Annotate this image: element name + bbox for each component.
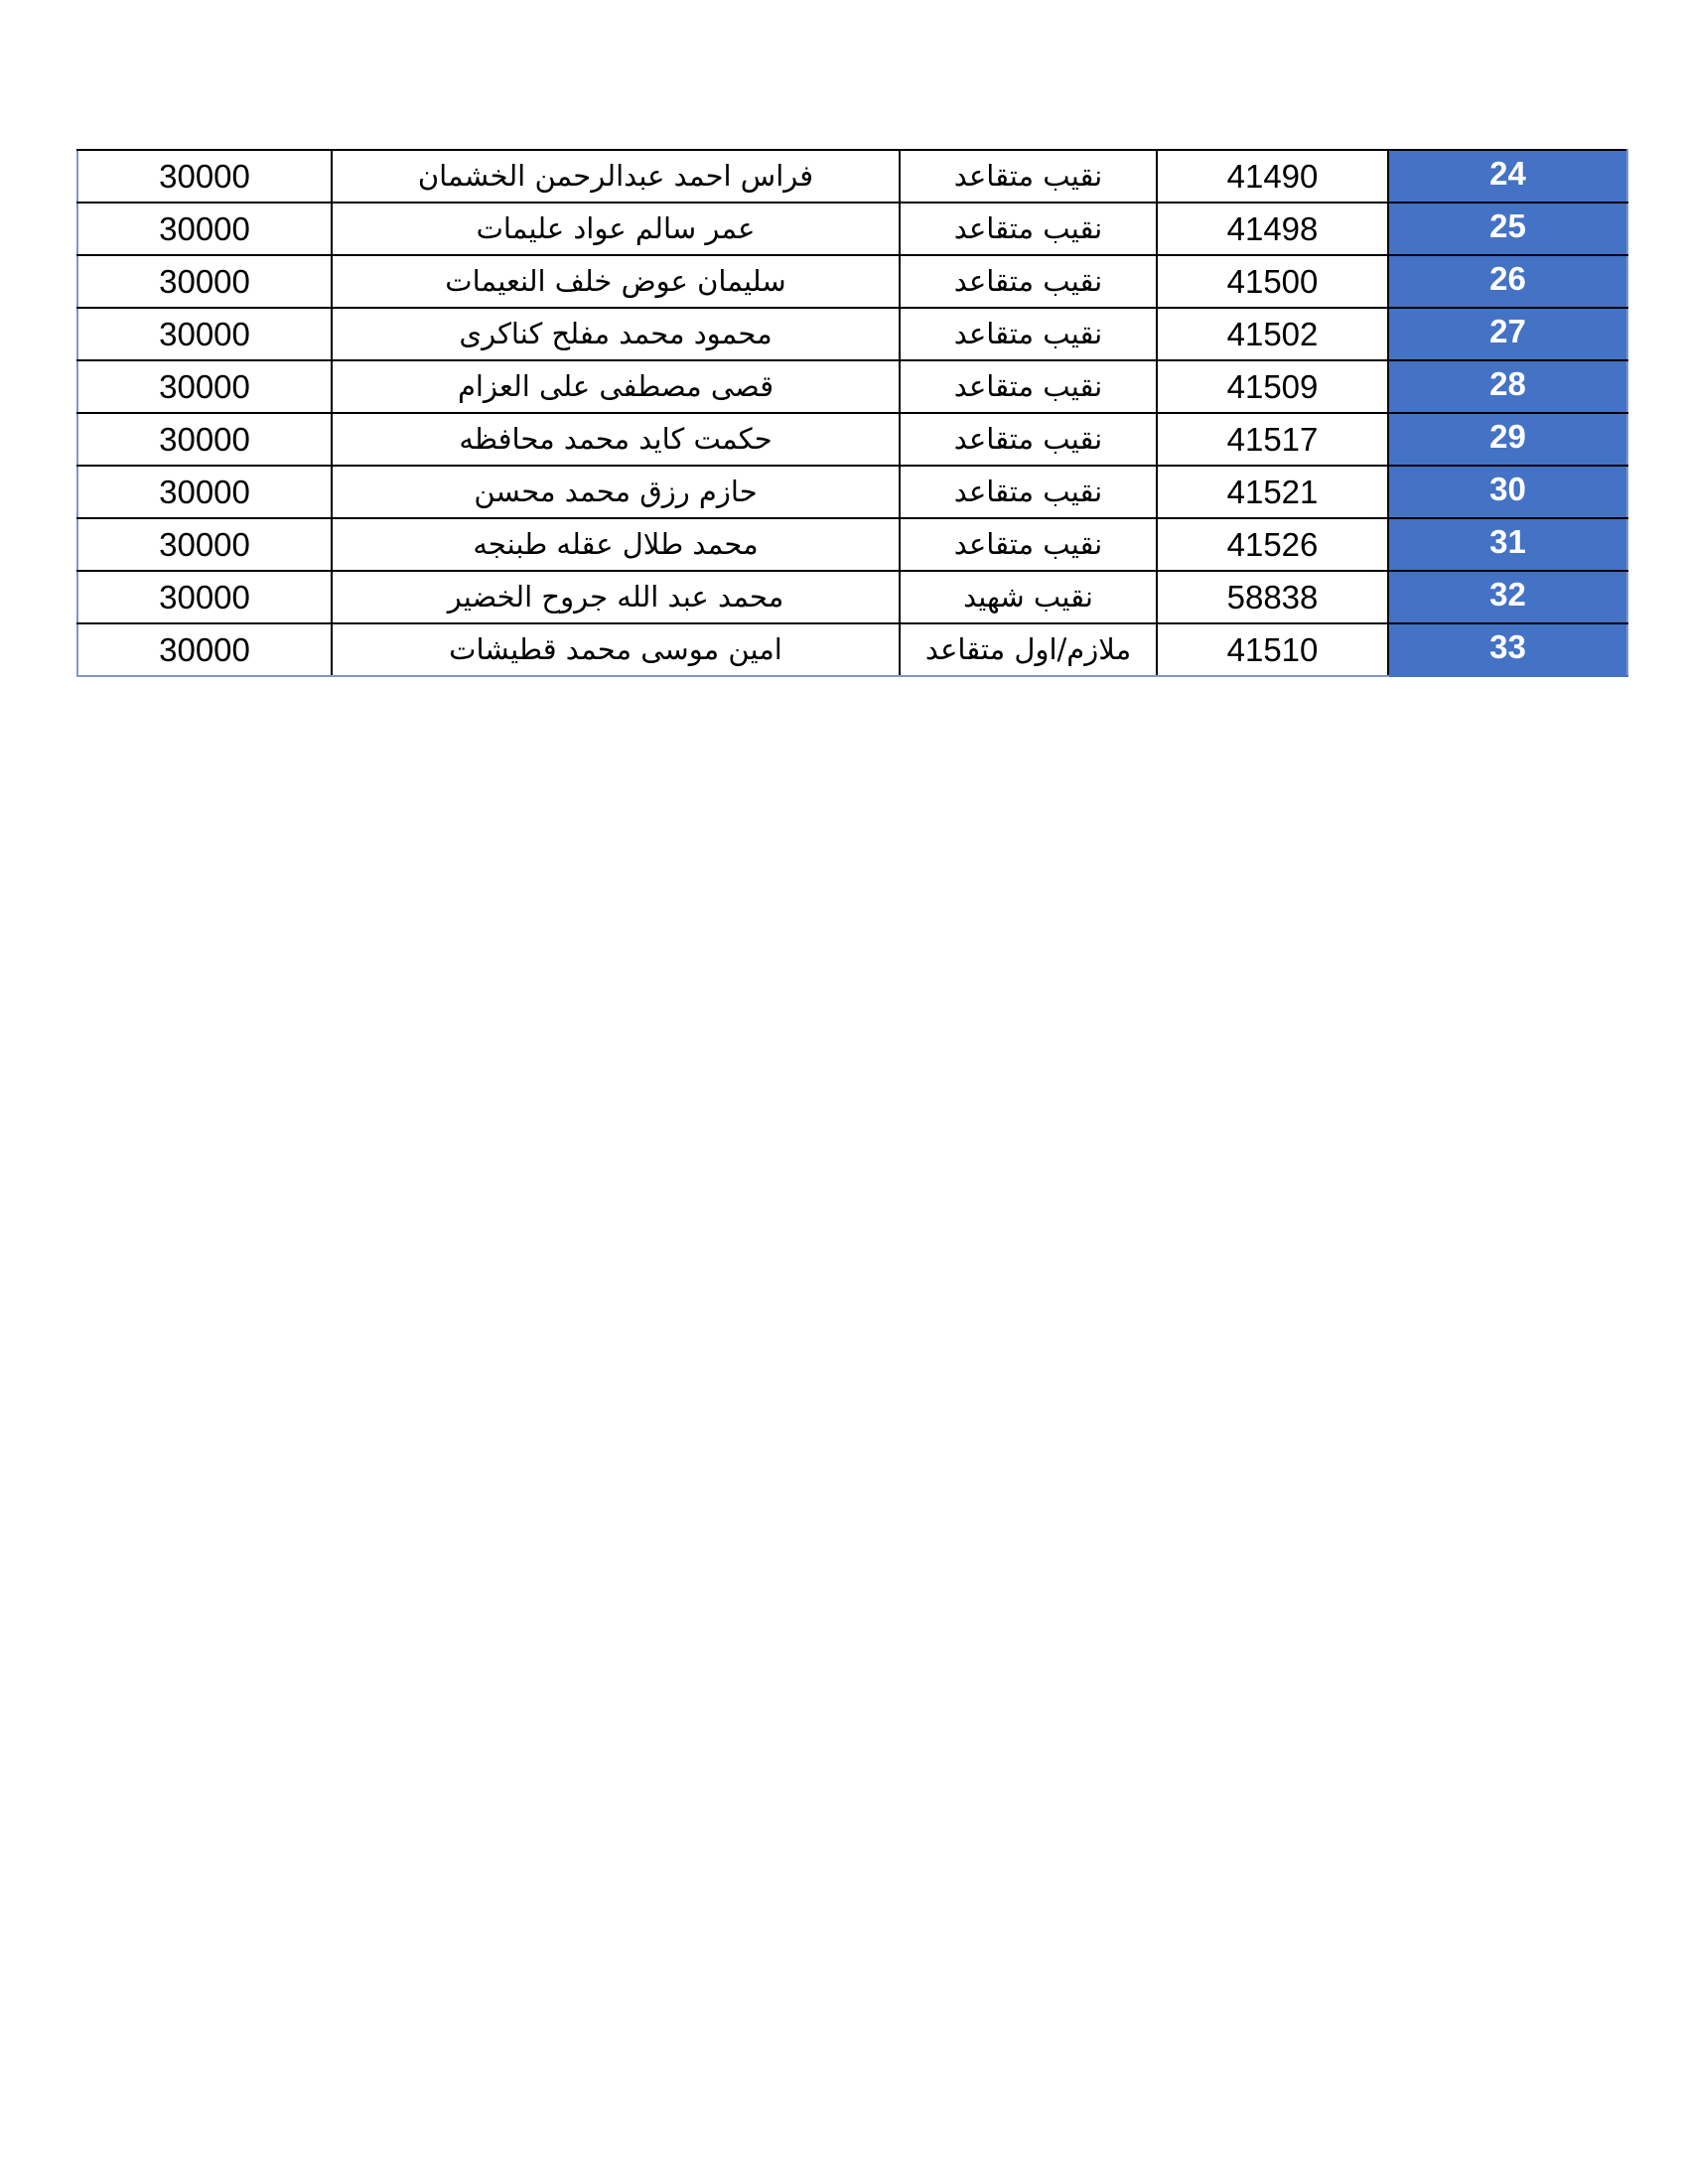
number-cell: 58838: [1157, 571, 1388, 623]
index-cell: 29: [1388, 413, 1627, 466]
amount-cell: 30000: [77, 360, 332, 413]
amount-cell: 30000: [77, 413, 332, 466]
amount-cell: 30000: [77, 255, 332, 308]
rank-cell: نقيب متقاعد: [900, 360, 1157, 413]
index-cell: 31: [1388, 518, 1627, 571]
table-row: [77, 623, 1627, 676]
amount-cell: 30000: [77, 203, 332, 255]
name-cell: امين موسى محمد قطيشات: [332, 623, 900, 676]
table-row: [77, 203, 1627, 255]
number-cell: 41526: [1157, 518, 1388, 571]
rank-cell: نقيب متقاعد: [900, 203, 1157, 255]
index-cell: 26: [1388, 255, 1627, 308]
rank-cell: نقيب متقاعد: [900, 518, 1157, 571]
table-row: [77, 360, 1627, 413]
amount-cell: 30000: [77, 308, 332, 360]
name-cell: حازم رزق محمد محسن: [332, 466, 900, 518]
number-cell: 41500: [1157, 255, 1388, 308]
name-cell: حكمت كايد محمد محافظه: [332, 413, 900, 466]
data-table: [76, 149, 1628, 677]
table-row: [77, 308, 1627, 360]
number-cell: 41521: [1157, 466, 1388, 518]
amount-cell: 30000: [77, 623, 332, 676]
rank-cell: نقيب متقاعد: [900, 413, 1157, 466]
name-cell: سليمان عوض خلف النعيمات: [332, 255, 900, 308]
amount-cell: 30000: [77, 571, 332, 623]
table-row: [77, 255, 1627, 308]
index-cell: 30: [1388, 466, 1627, 518]
amount-cell: 30000: [77, 466, 332, 518]
table-row: [77, 413, 1627, 466]
name-cell: محمد طلال عقله طبنجه: [332, 518, 900, 571]
rank-cell: نقيب متقاعد: [900, 466, 1157, 518]
rank-cell: نقيب شهيد: [900, 571, 1157, 623]
name-cell: قصى مصطفى على العزام: [332, 360, 900, 413]
number-cell: 41502: [1157, 308, 1388, 360]
number-cell: 41517: [1157, 413, 1388, 466]
index-cell: 28: [1388, 360, 1627, 413]
table-row: [77, 518, 1627, 571]
index-cell: 24: [1388, 150, 1627, 203]
index-cell: 32: [1388, 571, 1627, 623]
table-row: [77, 466, 1627, 518]
number-cell: 41498: [1157, 203, 1388, 255]
index-cell: 33: [1388, 623, 1627, 676]
rank-cell: نقيب متقاعد: [900, 255, 1157, 308]
name-cell: محمود محمد مفلح كناكرى: [332, 308, 900, 360]
name-cell: فراس احمد عبدالرحمن الخشمان: [332, 150, 900, 203]
name-cell: محمد عبد الله جروح الخضير: [332, 571, 900, 623]
index-cell: 27: [1388, 308, 1627, 360]
table-row: [77, 150, 1627, 203]
amount-cell: 30000: [77, 518, 332, 571]
amount-cell: 30000: [77, 150, 332, 203]
rank-cell: نقيب متقاعد: [900, 308, 1157, 360]
number-cell: 41510: [1157, 623, 1388, 676]
table-row: [77, 571, 1627, 623]
name-cell: عمر سالم عواد عليمات: [332, 203, 900, 255]
rank-cell: نقيب متقاعد: [900, 150, 1157, 203]
index-cell: 25: [1388, 203, 1627, 255]
number-cell: 41509: [1157, 360, 1388, 413]
number-cell: 41490: [1157, 150, 1388, 203]
rank-cell: ملازم/اول متقاعد: [900, 623, 1157, 676]
